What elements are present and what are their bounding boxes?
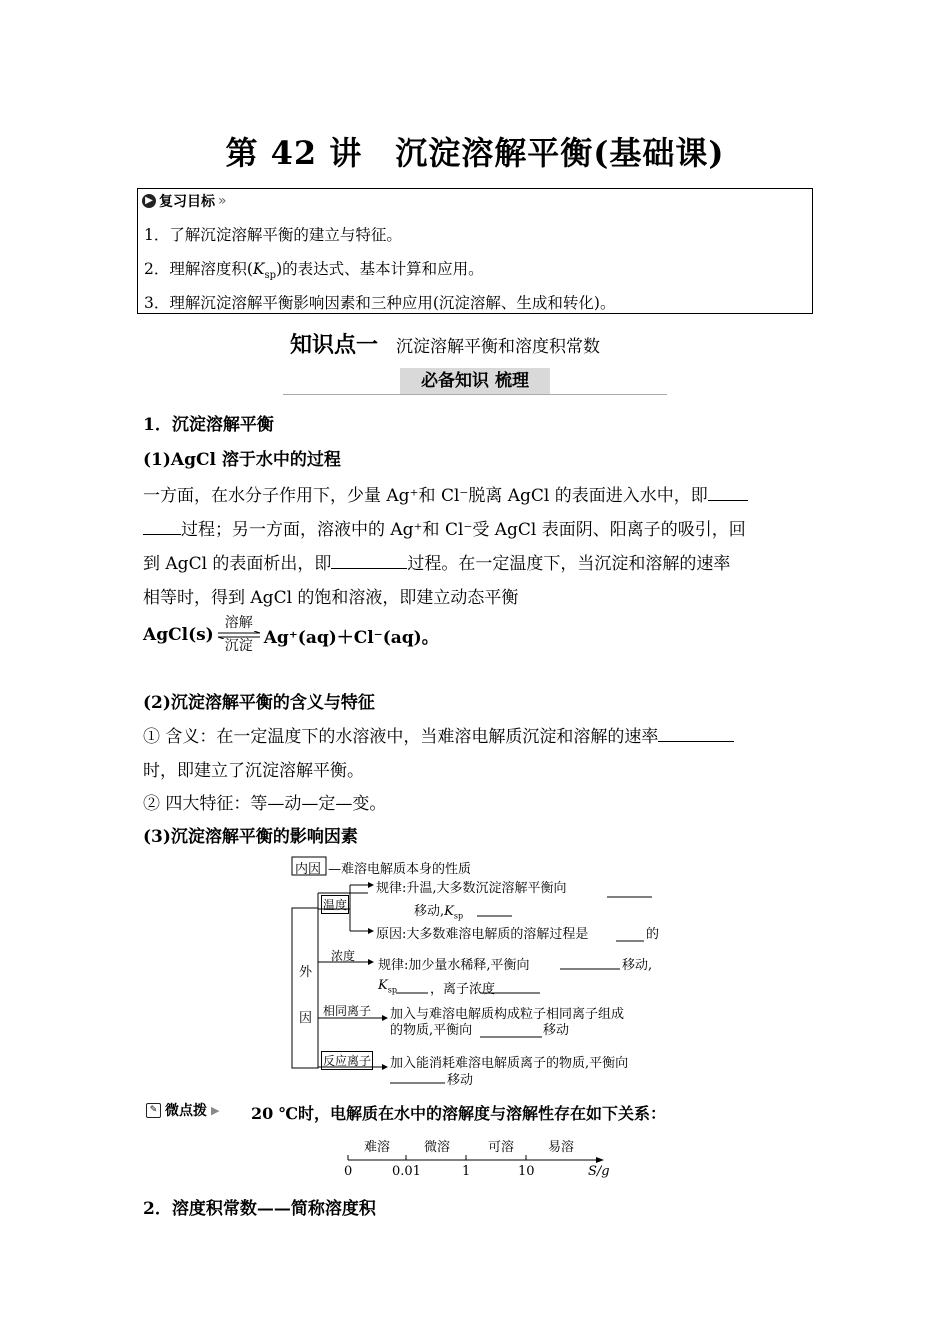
play-icon: ▶: [142, 194, 156, 208]
features-line: ② 四大特征：等—动—定—变。: [143, 794, 387, 814]
concentration-rule-a: 规律:加少量水稀释,平衡向: [378, 958, 530, 973]
category-label: 微溶: [424, 1140, 451, 1155]
section-tab: 必备知识 梳理: [400, 368, 550, 394]
answer-blank[interactable]: [331, 554, 407, 569]
double-chevron-icon: »: [218, 193, 227, 209]
common-ion-text-2b: 移动: [543, 1023, 570, 1038]
common-ion-text-1: 加入与难溶电解质构成粒子相同离子组成: [390, 1007, 625, 1022]
common-ion-label: 相同离子: [323, 1004, 372, 1018]
common-ion-text-2a: 的物质,平衡向: [390, 1023, 473, 1038]
equilibrium-arrow: 溶解 沉淀: [216, 616, 262, 654]
paragraph-line-2: 过程；另一方面，溶液中的 Ag⁺和 Cl⁻受 AgCl 表面阴、阳离子的吸引，回: [143, 515, 746, 540]
knowledge-point-label: 知识点一: [290, 333, 379, 358]
tick-label: 0: [344, 1164, 353, 1179]
goal-item-2: 2．理解溶度积$(K_{sp})$的表达式、基本计算和应用。: [144, 260, 484, 282]
review-goals-box: [137, 188, 813, 314]
paragraph-line-3: 到 AgCl 的表面析出，即 过程。在一定温度下，当沉淀和溶解的速率: [143, 554, 731, 574]
section-2-heading: 2．溶度积常数——简称溶度积: [143, 1199, 376, 1219]
paragraph-line-4: 相等时，得到 AgCl 的饱和溶液，即建立动态平衡: [143, 588, 519, 608]
reaction-ion-text-2: 移动: [447, 1073, 474, 1088]
solubility-scale: [340, 1136, 620, 1184]
internal-factor-label: 内因: [295, 862, 322, 877]
temperature-rule-1: 规律:升温,大多数沉淀溶解平衡向: [376, 881, 567, 896]
concentration-rule-b: 移动,: [622, 958, 653, 973]
section-divider: [283, 394, 667, 395]
subsection-1-heading: (1)AgCl 溶于水中的过程: [143, 450, 341, 470]
section-1-heading: 1．沉淀溶解平衡: [143, 415, 274, 435]
meaning-line-1: ① 含义：在一定温度下的水溶液中，当难溶电解质沉淀和溶解的速率: [143, 722, 734, 747]
category-label: 难溶: [364, 1140, 391, 1155]
reaction-ion-label: 反应离子: [321, 1051, 373, 1070]
paragraph-line-1: 一方面，在水分子作用下，少量 Ag⁺和 Cl⁻脱离 AgCl 的表面进入水中，即: [143, 481, 748, 506]
temperature-reason-a: 原因:大多数难溶电解质的溶解过程是: [376, 927, 589, 942]
internal-factor-text: —难溶电解质本身的性质: [328, 862, 472, 877]
edit-icon: ✎: [146, 1103, 161, 1118]
section-tab-bar: [283, 368, 667, 396]
temperature-label: 温度: [321, 895, 349, 914]
goals-header: ▶ 复习目标 »: [142, 191, 227, 211]
answer-blank[interactable]: [708, 486, 748, 501]
tick-label: 10: [518, 1164, 535, 1179]
page-title: 第 42 讲 沉淀溶解平衡(基础课): [225, 134, 725, 172]
concentration-label: 浓度: [331, 949, 356, 963]
concentration-rule-2: ，离子浓度: [430, 982, 496, 997]
answer-blank[interactable]: [658, 727, 734, 742]
goal-item-1: 1．了解沉淀溶解平衡的建立与特征。: [144, 226, 402, 244]
goal-item-3: 3．理解沉淀溶解平衡影响因素和三种应用(沉淀溶解、生成和转化)。: [144, 294, 616, 312]
tip-label: ✎ 微点拨 ▶: [146, 1100, 219, 1120]
subsection-3-heading: (3)沉淀溶解平衡的影响因素: [143, 827, 358, 847]
knowledge-point-heading: [290, 328, 600, 359]
external-factor-label-1: 外: [299, 965, 313, 980]
meaning-line-2: 时，即建立了沉淀溶解平衡。: [143, 761, 364, 781]
tick-label: 1: [462, 1164, 471, 1179]
play-triangle-icon: ▶: [211, 1103, 220, 1117]
equilibrium-equation: AgCl(s) 溶解 沉淀 Ag⁺(aq)＋Cl⁻(aq)。: [143, 615, 439, 654]
tick-label: 0.01: [392, 1164, 421, 1179]
tip-text: 20 ℃时，电解质在水中的溶解度与溶解性存在如下关系：: [251, 1104, 667, 1123]
factors-diagram: [290, 855, 670, 1090]
axis-unit-label: S/g: [588, 1164, 610, 1179]
subsection-2-heading: (2)沉淀溶解平衡的含义与特征: [143, 693, 375, 713]
category-label: 易溶: [548, 1140, 575, 1155]
category-label: 可溶: [488, 1140, 515, 1155]
answer-blank[interactable]: [143, 520, 181, 535]
temperature-reason-b: 的: [646, 927, 660, 942]
knowledge-point-title: 沉淀溶解平衡和溶度积常数: [396, 337, 601, 357]
reaction-ion-text-1: 加入能消耗难溶电解质离子的物质,平衡向: [390, 1056, 629, 1071]
temperature-rule-2: 移动$,K_{sp}$: [414, 904, 464, 921]
external-factor-label-2: 因: [299, 1011, 313, 1026]
concentration-ksp: $K_{sp}$: [378, 978, 397, 995]
